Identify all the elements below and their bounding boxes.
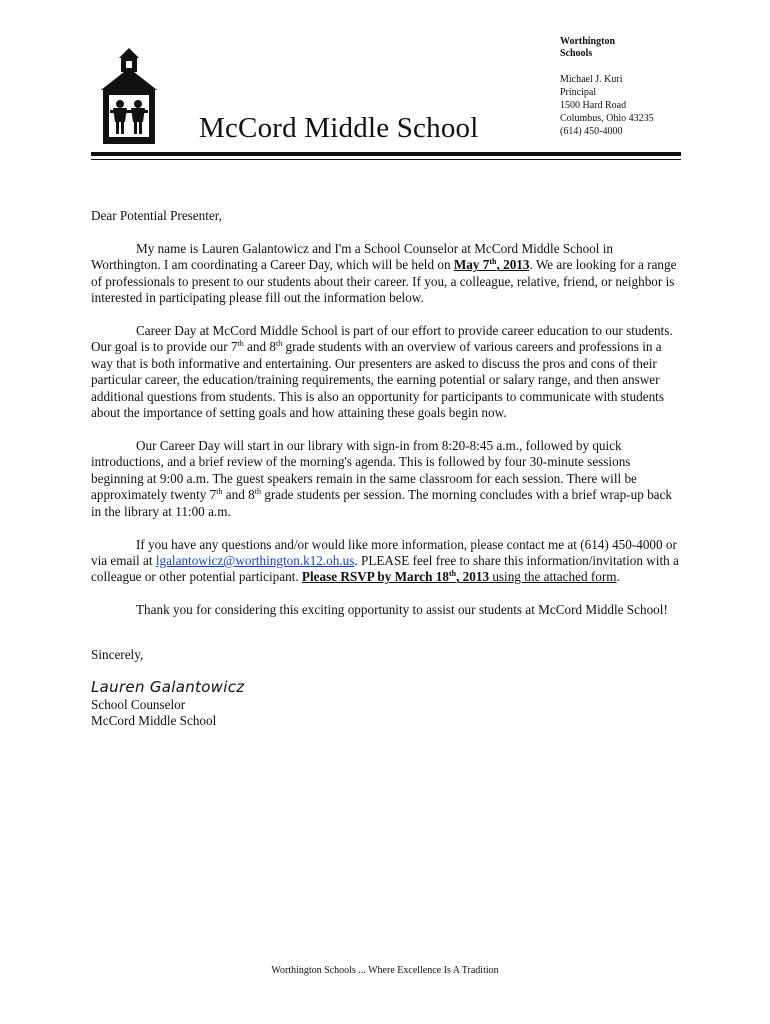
street-address: 1500 Hard Road: [560, 100, 627, 111]
principal-name: Michael J. Kuri: [560, 74, 623, 85]
closing: Sincerely,: [91, 646, 144, 662]
schoolhouse-logo: [99, 48, 159, 144]
letter-body: [91, 208, 683, 729]
header-divider-thin: [91, 159, 681, 160]
signer-title: School Counselor: [91, 697, 186, 713]
paragraph-contact: If you have any questions and/or would like more information, please contact me at (614) 450-4000 or via email at lgalantowicz@worthington.k12.oh.us. PLEASE feel free to share this information/invitation with a colleague or other potential participant. Please RSVP by March 18th, 2013 using the attached form.: [91, 536, 679, 585]
email-link[interactable]: lgalantowicz@worthington.k12.oh.us: [155, 552, 355, 568]
district-line-1: Worthington: [560, 36, 616, 47]
paragraph-schedule: Our Career Day will start in our library with sign-in from 8:20-8:45 a.m., followed by quick introductions, and a brief review of the morning's agenda. This is followed by four 30-minute sessions beginning at 9:00 a.m. The guest speakers remain in the same classroom for each session. There will be approximately twenty 7th and 8th grade students per session. The morning concludes with a brief wrap-up back in the library at 11:00 a.m.: [91, 437, 672, 519]
paragraph-thanks: Thank you for considering this exciting opportunity to assist our students at McCord Middle School!: [136, 602, 668, 618]
attached-form-reference: using the attached form: [492, 569, 617, 585]
district-name: [560, 36, 615, 60]
salutation: Dear Potential Presenter,: [91, 208, 222, 223]
header-divider-thick: [91, 152, 681, 156]
principal-title: Principal: [560, 87, 597, 98]
event-date: May 7th, 2013: [453, 257, 530, 273]
school-name: McCord Middle School: [199, 112, 479, 144]
footer-tagline: Worthington Schools ... Where Excellence Is A Tradition: [271, 965, 499, 976]
rsvp-deadline: Please RSVP by March 18th, 2013: [301, 569, 493, 585]
signer-school: McCord Middle School: [91, 713, 217, 729]
signature: Lauren Galantowicz: [91, 678, 245, 697]
paragraph-purpose: Career Day at McCord Middle School is part of our effort to provide career education to our students. Our goal is to provide our 7th and 8th grade students with an overview of various careers and professions in a way that is both informative and entertaining. Our presenters are asked to discuss the pros and cons of their particular career, the education/training requirements, the earning potential or salary range, and then answer additional questions from students. This is also an opportunity for participants to communicate with students about the importance of setting goals and how attaining these goals begin now.: [91, 323, 673, 421]
signer-block: [91, 697, 683, 729]
paragraph-intro: My name is Lauren Galantowicz and I'm a School Counselor at McCord Middle School in Worthington. I am coordinating a Career Day, which will be held on May 7th, 2013. We are looking for a range of professionals to present to our students about their career. If you, a colleague, relative, friend, or neighbor is interested in participating please fill out the information below.: [91, 240, 677, 306]
contact-block: [560, 73, 654, 138]
phone-number: (614) 450-4000: [560, 126, 623, 137]
city-address: Columbus, Ohio 43235: [560, 113, 654, 124]
district-line-2: Schools: [560, 48, 593, 59]
